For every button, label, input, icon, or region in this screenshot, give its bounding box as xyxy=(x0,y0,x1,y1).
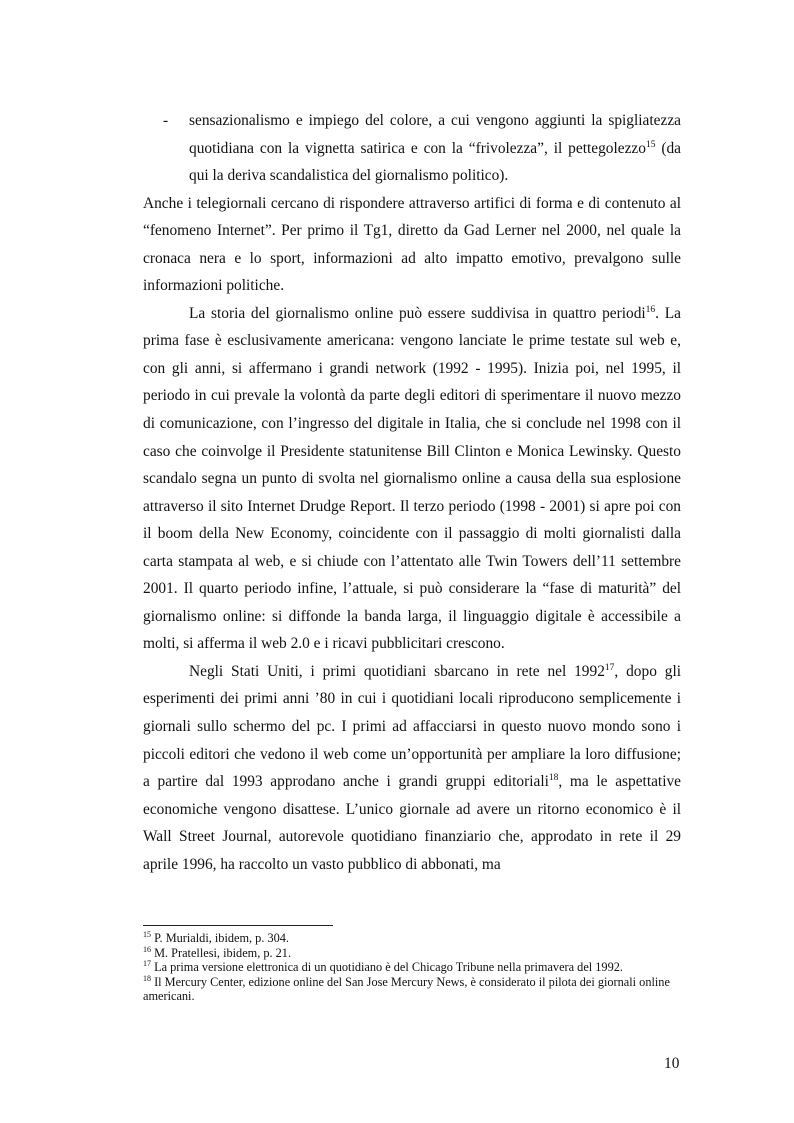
paragraph-storia xyxy=(143,300,681,658)
bullet-text-part: sensazionalismo e impiego del colore, a cui vengono aggiunti la spigliatezza quotidiana con la vignetta satirica e con la “frivolezza”, il pettegolezzo xyxy=(189,112,681,157)
paragraph-text: , ma le aspettative economiche vengono disattese. L’unico giornale ad avere un ritorno economico è il Wall Street Journal, autorevole quotidiano finanziario che, approdato in rete il 29 aprile 1996, ha raccolto un vasto pubblico di abbonati, ma xyxy=(143,773,681,873)
footnote-18 xyxy=(143,975,688,1004)
page-number: 10 xyxy=(664,1055,680,1072)
footnote-17 xyxy=(143,960,688,975)
paragraph-telegiornali: Anche i telegiornali cercano di rispondere attraverso artifici di forma e di contenuto al “fenomeno Internet”. Per primo il Tg1, diretto da Gad Lerner nel 2000, nel quale la cronaca nera e lo sport, informazioni ad alto impatto emotivo, prevalgono sulle informazioni politiche. xyxy=(143,194,681,295)
bullet-text-part: (da qui la deriva scandalistica del giornalismo politico). xyxy=(189,139,682,185)
footnote-number: 15 xyxy=(143,929,151,939)
footnote-16 xyxy=(143,946,688,961)
bullet-text xyxy=(189,107,681,190)
footnote-separator xyxy=(143,925,333,926)
footnote-number: 17 xyxy=(143,958,151,968)
bullet-item xyxy=(143,107,681,190)
bullet-dash: - xyxy=(163,112,169,129)
paragraph-stati-uniti xyxy=(143,658,681,878)
paragraph-text: , dopo gli esperimenti dei primi anni ’80 in cui i quotidiani locali riproducono semplicemente i giornali sullo schermo del pc. I primi ad affacciarsi in questo nuovo mondo sono i piccoli editori che vedono il web come un’opportunità per ampliare la loro diffusione; a partire dal 1993 approdano anche i grandi gruppi editoriali xyxy=(143,662,681,791)
paragraph-text: . La prima fase è esclusivamente americana: vengono lanciate le prime testate sul web e, con gli anni, si affermano i grandi network (1992 - 1995). Inizia poi, nel 1995, il periodo in cui prevale la volontà da parte degli editori di sperimentare il nuovo mezzo di comunicazione, con l’ingresso del digitale in Italia, che si conclude nel 1998 con il caso che coinvolge il Presidente statunitense Bill Clinton e Monica Lewinsky. Questo scandalo segna un punto di svolta nel giornalismo online a causa della sua esplosione attraverso il sito Internet Drudge Report. Il terzo periodo (1998 - 2001) si apre poi con il boom della New Economy, coincidente con il passaggio di molti giornalisti dalla carta stampata al web, e si chiude con l’attentato alle Twin Towers dell’11 settembre 2001. Il quarto periodo infine, l’attuale, si può considerare la “fase di maturità” del giornalismo online: si diffonde la banda larga, il linguaggio digitale è accessibile a molti, si afferma il web 2.0 e i ricavi pubblicitari crescono. xyxy=(143,304,681,653)
body-text xyxy=(143,107,681,878)
footnote-ref-16: 16 xyxy=(645,304,656,315)
footnote-number: 18 xyxy=(143,973,151,983)
footnote-ref-15: 15 xyxy=(645,139,656,150)
footnote-ref-18: 18 xyxy=(548,773,559,783)
footnote-text: La prima versione elettronica di un quotidiano è del Chicago Tribune nella primavera del 1992. xyxy=(151,960,623,974)
footnote-ref-17: 17 xyxy=(604,662,615,673)
footnote-15 xyxy=(143,931,688,946)
footnote-text: M. Pratellesi, ibidem, p. 21. xyxy=(151,945,292,960)
paragraph-text: Negli Stati Uniti, i primi quotidiani sbarcano in rete nel 1992 xyxy=(189,662,605,680)
footnote-text: Il Mercury Center, edizione online del San Jose Mercury News, è considerato il pilota dei giornali online americani. xyxy=(143,974,670,1003)
footnote-text: P. Murialdi, ibidem, p. 304. xyxy=(151,931,289,945)
paragraph-text: La storia del giornalismo online può essere suddivisa in quattro periodi xyxy=(189,304,646,322)
footnotes xyxy=(143,931,688,1004)
footnote-number: 16 xyxy=(143,944,151,954)
